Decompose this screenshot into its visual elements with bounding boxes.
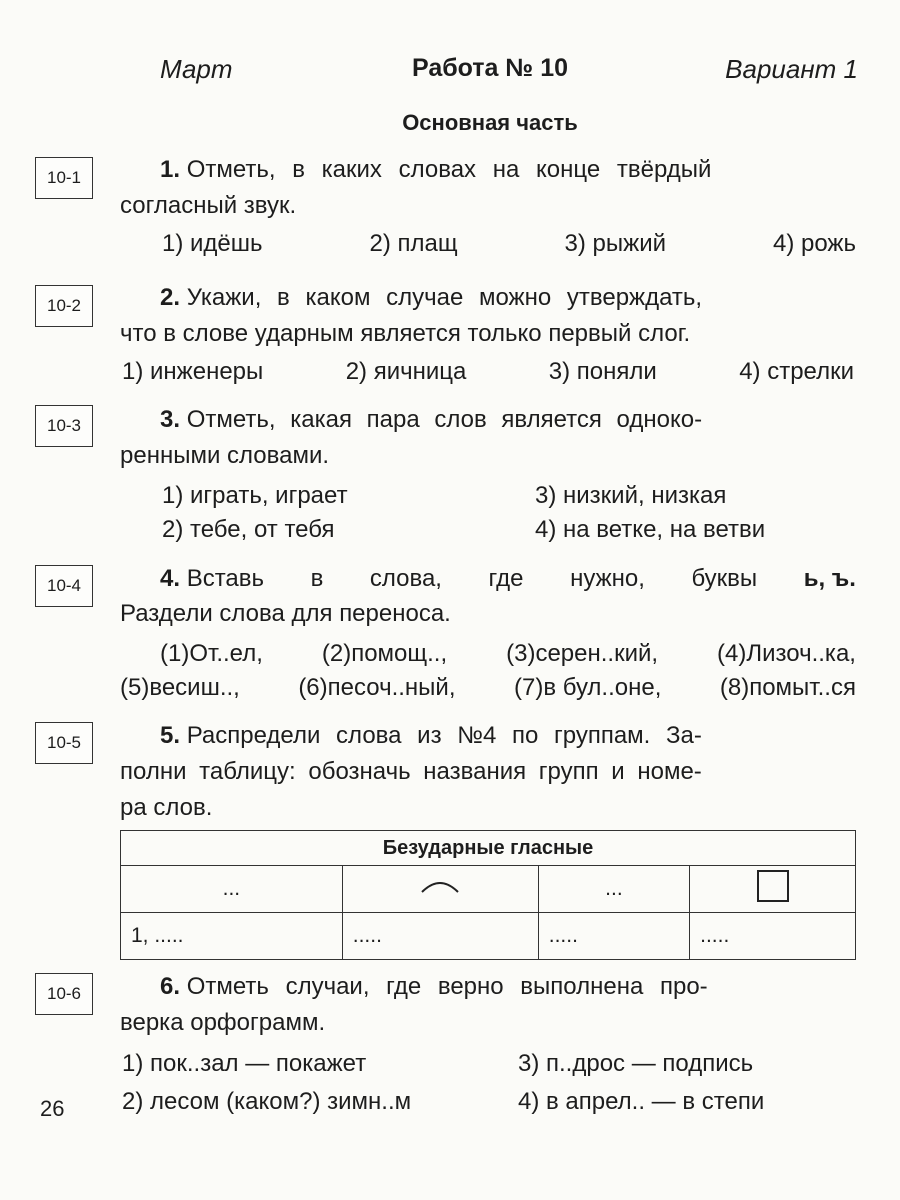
q3-option-3[interactable]: 3) низкий, низкая — [535, 482, 727, 509]
q1-option-4[interactable]: 4) рожь — [772, 230, 856, 257]
q4-word-2: в — [310, 565, 324, 592]
table-cell[interactable]: ... — [121, 866, 343, 913]
table-cell-square[interactable] — [690, 866, 856, 913]
q4-line1 — [160, 565, 856, 593]
q1-text: Отметь, в каких словах на конце твёрдый — [186, 156, 712, 183]
q4-word-item: (8)помыт..ся — [719, 674, 856, 701]
q6-line2: верка орфограмм. — [120, 1009, 326, 1036]
q1-line2: согласный звук. — [120, 192, 297, 219]
q3-text: Отметь, какая пара слов является одноко- — [186, 406, 703, 433]
section-title: Основная часть — [402, 110, 578, 135]
q5-line2: полни таблицу: обозначь названия групп и номе- — [120, 758, 702, 785]
task-code-10-6: 10-6 — [35, 973, 93, 1015]
q4-word-item: (3)серен..кий, — [506, 640, 659, 667]
task-code-10-4: 10-4 — [35, 565, 93, 607]
q3-number: 3. — [160, 406, 181, 433]
q5-text: Распредели слова из №4 по группам. За- — [186, 722, 702, 749]
task-code-10-2: 10-2 — [35, 285, 93, 327]
q3-line1 — [160, 406, 856, 434]
q4-number-word — [160, 565, 264, 593]
table-cell[interactable]: ..... — [342, 913, 538, 960]
q2-line1 — [160, 284, 856, 312]
q3-option-4[interactable]: 4) на ветке, на ветви — [535, 516, 766, 543]
table-row — [121, 866, 856, 913]
task-code-10-3: 10-3 — [35, 405, 93, 447]
q6-option-2[interactable]: 2) лесом (каком?) зимн..м — [122, 1088, 412, 1115]
q3-line2: ренными словами. — [120, 442, 330, 469]
q1-options — [162, 230, 856, 258]
q1-option-1[interactable]: 1) идёшь — [162, 230, 263, 257]
q5-number: 5. — [160, 722, 181, 749]
q2-option-2[interactable]: 2) яичница — [345, 358, 467, 385]
page-number: 26 — [40, 1096, 65, 1121]
q4-word-item: (6)песоч..ный, — [298, 674, 456, 701]
q2-option-4[interactable]: 4) стрелки — [739, 358, 854, 385]
variant-label: Вариант 1 — [725, 54, 858, 84]
table-cell-arc[interactable] — [342, 866, 538, 913]
q4-word-item: (2)помощ.., — [321, 640, 448, 667]
q4-word-item: (7)в бул..оне, — [513, 674, 662, 701]
q1-line1 — [160, 156, 856, 184]
q6-option-4[interactable]: 4) в апрел.. — в степи — [518, 1088, 765, 1115]
q4-word-item: (1)От..ел, — [160, 640, 263, 667]
table-row — [121, 913, 856, 960]
task-code-10-5: 10-5 — [35, 722, 93, 764]
task-code-10-1: 10-1 — [35, 157, 93, 199]
work-title: Работа № 10 — [411, 54, 569, 82]
q3-option-2[interactable]: 2) тебе, от тебя — [162, 516, 335, 543]
q2-text: Укажи, в каком случае можно утверждать, — [186, 284, 703, 311]
q2-options — [122, 358, 854, 386]
ending-square-icon — [756, 869, 790, 903]
q4-word-6: буквы — [691, 565, 758, 592]
q6-text: Отметь случаи, где верно выполнена про- — [186, 973, 708, 1000]
q3-option-1[interactable]: 1) играть, играет — [162, 482, 348, 509]
q4-words-row1 — [160, 640, 856, 668]
q4-letters: ь, ъ. — [803, 565, 856, 592]
q2-option-3[interactable]: 3) поняли — [548, 358, 657, 385]
q1-option-3[interactable]: 3) рыжий — [564, 230, 667, 257]
q4-words-row2 — [120, 674, 856, 702]
q6-number: 6. — [160, 973, 181, 1000]
vowel-groups-table — [120, 830, 856, 960]
table-cell[interactable]: ..... — [690, 913, 856, 960]
q2-line2: что в слове ударным является только первый слог. — [120, 320, 691, 347]
q6-option-3[interactable]: 3) п..дрос — подпись — [518, 1050, 754, 1077]
q6-line1 — [160, 973, 856, 1001]
q4-word-item: (5)весиш.., — [120, 674, 240, 701]
q6-option-1[interactable]: 1) пок..зал — покажет — [122, 1050, 367, 1077]
q1-option-2[interactable]: 2) плащ — [369, 230, 458, 257]
q2-number: 2. — [160, 284, 181, 311]
q2-option-1[interactable]: 1) инженеры — [122, 358, 264, 385]
q4-word-3: слова, — [369, 565, 442, 592]
q4-word-item: (4)Лизоч..ка, — [717, 640, 856, 667]
q4-word-4: где — [488, 565, 524, 592]
month-label: Март — [160, 54, 233, 84]
q4-line2: Раздели слова для переноса. — [120, 600, 451, 627]
table-cell[interactable]: 1, ..... — [121, 913, 343, 960]
q4-number: 4. — [160, 565, 181, 592]
root-arc-icon — [418, 876, 462, 896]
table-cell[interactable]: ... — [538, 866, 689, 913]
q5-line1 — [160, 722, 856, 750]
q5-line3: ра слов. — [120, 794, 213, 821]
q4-word-1: Вставь — [186, 565, 265, 592]
q1-number: 1. — [160, 156, 181, 183]
q4-word-5: нужно, — [570, 565, 645, 592]
table-header: Безударные гласные — [121, 831, 856, 866]
table-cell[interactable]: ..... — [538, 913, 689, 960]
